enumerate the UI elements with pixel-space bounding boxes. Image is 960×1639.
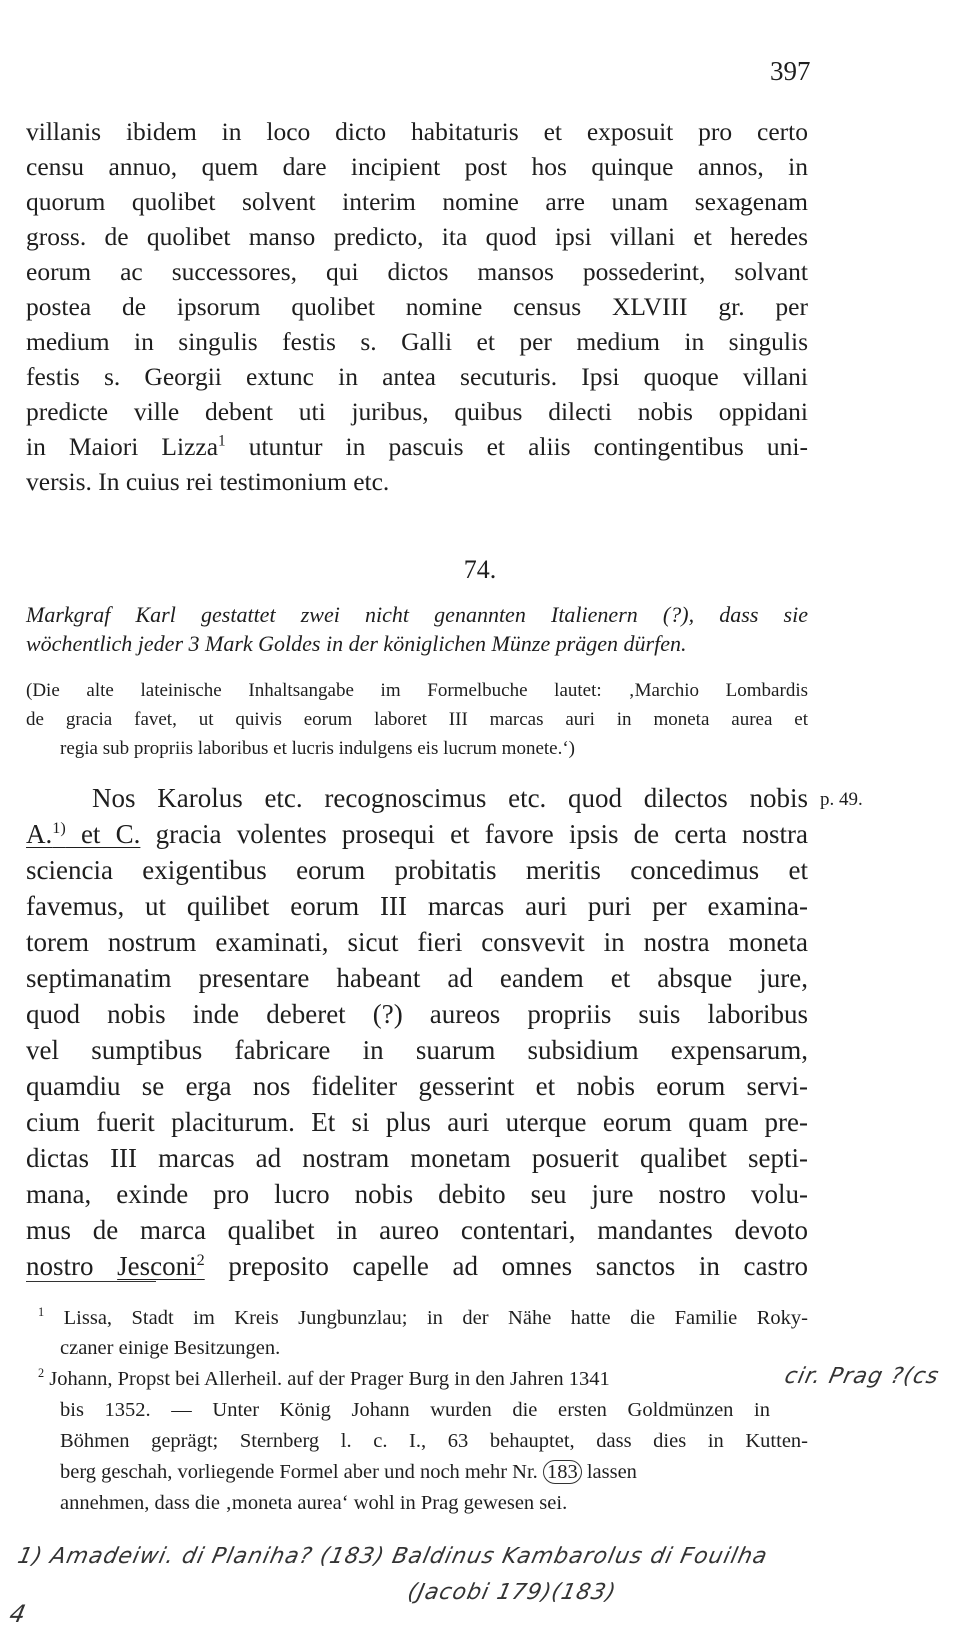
footnote-1-line: czaner einige Besitzungen.	[60, 1337, 281, 1359]
text-line: sciencia exigentibus eorum probitatis meritis concedimus et	[26, 855, 808, 885]
footnote-2-line: berg geschah, vorliegende Formel aber und noch mehr Nr. 183 lassen	[60, 1461, 637, 1483]
footnote-2-line: Böhmen geprägt; Sternberg l. c. I., 63 behauptet, dass dies in Kutten-	[60, 1430, 808, 1452]
text-line: vel sumptibus fabricare in suarum subsidium expensarum,	[26, 1035, 808, 1065]
body-line: postea de ipsorum quolibet nomine census XLVIII gr. per	[26, 292, 808, 321]
body-line: quorum quolibet solvent interim nomine arre unam sexagenam	[26, 187, 808, 216]
lizza-text-rest: utuntur in pascuis et aliis contingentibus uni-	[225, 432, 808, 461]
body-line: versis. In cuius rei testimonium etc.	[26, 467, 390, 496]
handwritten-note-line: (Jacobi 179)(183)	[405, 1580, 619, 1605]
text-line: mana, exinde pro lucro nobis debito seu jure nostro volu-	[26, 1179, 808, 1209]
footnote-rule	[26, 1281, 156, 1282]
handwritten-margin-note: cir. Prag ?(cs	[782, 1364, 942, 1389]
text-line: dictas III marcas ad nostram monetam posuerit qualibet septi-	[26, 1143, 808, 1173]
regest-line: Markgraf Karl gestattet zwei nicht genannten Italienern (?), dass sie	[26, 602, 808, 627]
body-line: medium in singulis festis s. Galli et per medium in singulis	[26, 327, 808, 356]
text-line: nostro Jesconi$^2$ preposito capelle ad omnes sanctos in castro	[26, 1251, 809, 1281]
footnote-1-mark: 1	[38, 1305, 45, 1320]
text-line: mus de marca qualibet in aureo contentari, mandantes devoto	[26, 1215, 808, 1245]
formula-note-line: regia sub propriis laboribus et lucris indulgens eis lucrum monete.‘)	[60, 738, 575, 759]
text-line: quamdiu se erga nos fideliter gesserint et nobis eorum servi-	[26, 1071, 808, 1101]
text-line: septimanatim presentare habeant ad eandem et absque jure,	[26, 963, 808, 993]
handwritten-note-line: 1) Amadeiwi. di Planiha? (183) Baldinus Kambarolus di Fouilha	[15, 1544, 771, 1569]
body-line: censu annuo, quem dare incipient post hos quinque annos, in	[26, 152, 808, 181]
footnote-2-mark: 2	[38, 1366, 45, 1381]
body-line: gross. de quolibet manso predicto, ita quod ipsi villani et heredes	[26, 222, 808, 251]
footnote-1-line: $^1$ Lissa, Stadt im Kreis Jungbunzlau; in der Nähe hatte die Familie Roky-	[38, 1305, 808, 1329]
footnote-ref-1: 1	[218, 432, 226, 450]
name-jesconi: Jesconi$^2$	[117, 1251, 205, 1281]
body-line: predicte ville debent uti juribus, quibus dilecti nobis oppidani	[26, 397, 808, 426]
text-line: favemus, ut quilibet eorum III marcas auri puri per examina-	[26, 891, 808, 921]
text-line: quod nobis inde deberet (?) aureos propriis suis laboribus	[26, 999, 808, 1029]
formula-note-line: (Die alte lateinische Inhaltsangabe im Formelbuche lautet: ‚Marchio Lombardis	[26, 680, 808, 701]
regest-line: wöchentlich jeder 3 Mark Goldes in der königlichen Münze prägen dürfen.	[26, 631, 687, 656]
body-line: festis s. Georgii extunc in antea secuturis. Ipsi quoque villani	[26, 362, 808, 391]
margin-reference: p. 49.	[820, 789, 863, 810]
text-line: A.$^{1)}$ et C. gracia volentes prosequi et favore ipsis de certa nostra	[26, 819, 808, 849]
lizza-text: in Maiori Lizza	[26, 432, 219, 461]
footnote-2-line: bis 1352. — Unter König Johann wurden die ersten Goldmünzen in	[60, 1399, 770, 1421]
page-number: 397	[770, 56, 811, 86]
handwritten-corner-mark: 4	[7, 1600, 30, 1628]
text-line: torem nostrum examinati, sicut fieri consvevit in nostra moneta	[26, 927, 808, 957]
text-line: Nos Karolus etc. recognoscimus etc. quod dilectos nobis	[92, 783, 808, 813]
body-line	[26, 431, 808, 462]
text-line: cium fuerit placiturum. Et si plus auri uterque eorum quam pre-	[26, 1107, 808, 1137]
formula-note-line: de gracia favet, ut quivis eorum laboret III marcas auri in moneta aurea et	[26, 709, 808, 730]
name-a: A.$^{1)}$ et C.	[26, 819, 141, 849]
document-number: 74.	[463, 555, 497, 584]
footnote-2-line: annehmen, dass die ‚moneta aurea‘ wohl in Prag gewesen sei.	[60, 1492, 568, 1514]
body-line: villanis ibidem in loco dicto habitaturis et exposuit pro certo	[26, 117, 808, 146]
footnote-2-line: $^2$ Johann, Propst bei Allerheil. auf der Prager Burg in den Jahren 1341	[38, 1366, 610, 1390]
body-line: eorum ac successores, qui dictos mansos possederint, solvant	[26, 257, 808, 286]
circled-number: 183	[543, 1460, 582, 1484]
